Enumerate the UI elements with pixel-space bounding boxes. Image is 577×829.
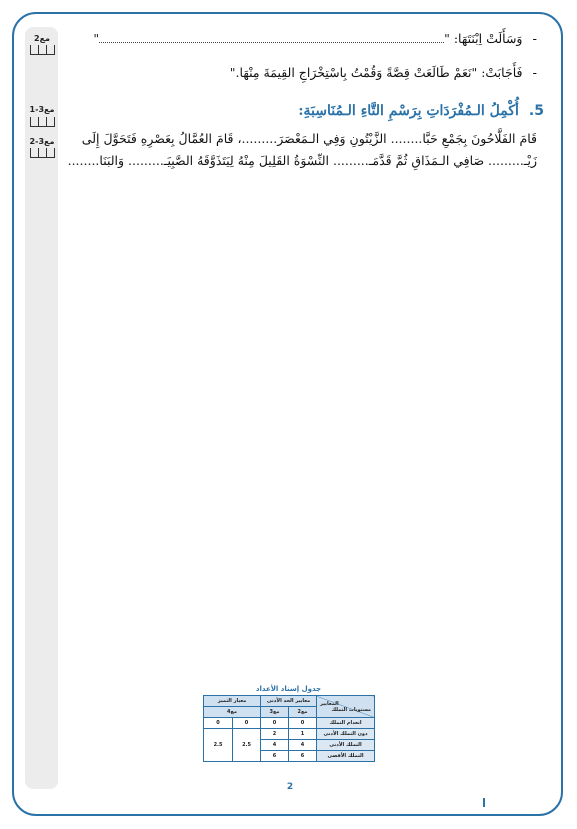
subheader-cell: مع3 (261, 707, 289, 718)
score-cell: 0 (233, 718, 261, 729)
corner-top-label: المعايير (320, 700, 339, 707)
level-cell: التملك الأدنى (317, 740, 375, 751)
footer-marker (483, 798, 485, 807)
level-cell: انعدام التملك (317, 718, 375, 729)
score-cell: 0 (204, 718, 233, 729)
criterion-tag: مع3-2 (29, 137, 55, 146)
score-cell: 6 (261, 751, 289, 762)
bullet-dash: - (532, 65, 537, 80)
score-cell: 6 (289, 751, 317, 762)
level-cell: دون التملك الأدنى (317, 729, 375, 740)
header-excellence: معيار التميز (204, 696, 261, 707)
table-row (204, 718, 375, 729)
dialogue-line-question (93, 31, 537, 46)
page-number: 2 (286, 782, 294, 792)
table-row (204, 729, 375, 740)
level-cell: التملك الأقصى (317, 751, 375, 762)
question-text: وَسَأَلَتْ اِبْنَتَهَا: " (444, 31, 523, 46)
score-cell: 0 (289, 718, 317, 729)
score-boxes (30, 117, 55, 127)
criterion-tag: مع3-1 (29, 105, 55, 114)
bullet-dash: - (532, 31, 537, 46)
score-cell: 2.5 (233, 729, 261, 762)
grading-table-block (203, 685, 374, 762)
subheader-cell: مع4 (204, 707, 261, 718)
dialogue-line-answer (230, 65, 537, 80)
subheader-cell: مع2 (289, 707, 317, 718)
exercise-title: أُكْمِلُ الـمُفْرَدَاتِ بِرَسْمِ التَّاءِ الـمُنَاسِبَةِ: (298, 103, 519, 119)
closing-quote: " (93, 31, 100, 46)
score-boxes (30, 148, 55, 158)
score-cell: 4 (289, 740, 317, 751)
answer-blank[interactable] (99, 42, 444, 43)
corner-bottom-label: مستويات التملك (331, 706, 372, 713)
exercise-paragraph[interactable]: قَامَ الفَلَّاحُونَ بِجَمْعِ حَبَّا........ الزَّيْتُونِ وَفِي الـمَعْصَرَ.........، قَامَ العُمَّالُ بِعَصْرِهِ فَتَحَوَّلَ إِلَى زَيْـ......... صَافِي الـمَذَاقِ ثُمَّ قَدَّمَـ......... النِّسْوَةُ القَلِيلَ مِنْهُ لِيَتَذَوَّقَهُ الصَّبِيَـ......... وَالبَنَا........ (67, 131, 537, 168)
exercise-heading (298, 103, 544, 119)
header-min-criteria: معايير الحد الأدنى (261, 696, 317, 707)
criterion-tag: مع2 (34, 34, 50, 43)
score-cell: 2 (261, 729, 289, 740)
score-cell: 1 (289, 729, 317, 740)
grading-table-title: جدول إسناد الأعداد (255, 685, 322, 693)
score-boxes (30, 45, 55, 55)
score-cell: 2.5 (204, 729, 233, 762)
score-cell: 4 (261, 740, 289, 751)
answer-text: فَأَجَابَتْ: "نَعَمْ طَالَعَتْ قِصَّةً وَقُمْتُ بِاسْتِخْرَاجِ القِيمَةَ مِنْهَا." (229, 65, 523, 80)
score-cell: 0 (261, 718, 289, 729)
table-corner-cell (317, 696, 375, 718)
exercise-number: 5. (528, 103, 544, 119)
grading-table (203, 695, 375, 762)
